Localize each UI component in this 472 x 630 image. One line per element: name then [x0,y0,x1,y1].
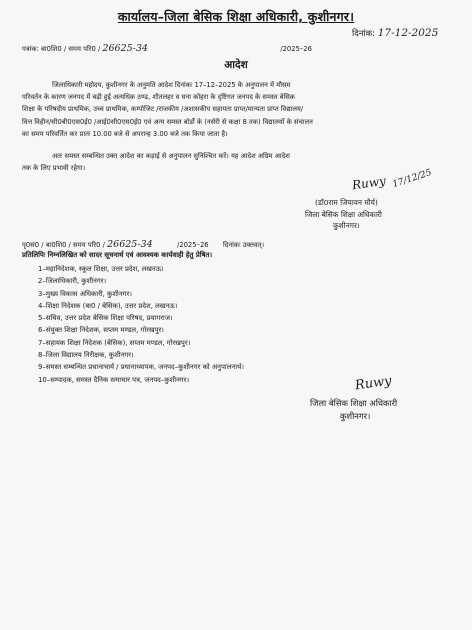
para1-line-2: परिवर्तन के कारण जनपद में बढ़ी हुई अत्यधिक ठण्ढ, शीतलहर व घना कोहरा के दृष्टिगत जनपद के समस्त बेसिक [22,93,295,102]
signature-1-date-handwritten: 17/12/25 [391,167,433,191]
list-item: 1–महानिदेशक, स्कूल शिक्षा, उत्तर प्रदेश, लखनऊ। [38,265,164,273]
list-item: 3–मुख्य विकास अधिकारी, कुशीनगर। [38,289,132,298]
list-item: 9–समस्त सम्बन्धित प्रधानाचार्य / प्रधानाध्यापक, जनपद–कुशीनगर को अनुपालनार्थ। [38,363,244,372]
copy-ref-number-handwritten: 26625-34 [107,239,153,250]
copy-ref-prefix: पृ0सं0 / बा0शि0 / समय परि0 / [22,241,105,249]
para2-line-2: तक के लिए प्रभावी रहेगा। [22,164,86,173]
para1-line-1: जिलाधिकारी महोदय, कुशीनगर के अनुमति आदेश दिनांकः 17–12–2025 के अनुपालन में मौसम [52,81,291,89]
signature-2-place: कुशीनगर। [340,411,371,421]
para1-line-5: का समय परिवर्तित कर प्रातः 10.00 बजे से अपरान्ह 3.00 बजे तक किया जाता है। [22,129,228,138]
date-label: दिनांक: [352,29,376,39]
signature-block-1 [305,197,382,232]
ref-year: /2025–26 [280,45,312,53]
office-title: कार्यालय–जिला बेसिक शिक्षा अधिकारी, कुशीनगर। [117,9,355,24]
signature-block-2 [310,397,397,423]
reference-line [22,43,312,54]
list-item: 10–सम्पादक, समस्त दैनिक समाचार पत्र, जनपद–कुशीनगर। [38,375,190,384]
copy-intro: प्रतिलिपिः निम्नलिखित को सादर सूचनार्थ एवं आवश्यक कार्यवाही हेतु प्रेषित। [22,251,213,259]
para2-line-1: अतः समस्त सम्बन्धित उक्त आदेश का कड़ाई से अनुपालन सुनिश्चित करें। यह आदेश अग्रिम आदेश [52,152,290,160]
issue-date [352,27,438,39]
signature-2-handwritten: Ruwy [354,373,393,394]
list-item: 2–जिलाधिकारी, कुशीनगर। [38,277,107,286]
officer-name: (डॉ0राम जियावन मौर्य) [315,198,378,207]
list-item: 4–शिक्षा निदेशक (बा0 / बेसिक), उत्तर प्रदेश, लखनऊ। [38,301,178,310]
list-item: 7–सहायक शिक्षा निदेशक (बेसिक), सप्तम मण्डल, गोरखपुर। [38,338,191,347]
signature-1-handwritten: Ruwy [351,173,387,193]
officer-place: कुशीनगर। [333,221,360,230]
distribution-list [38,263,244,386]
list-item: 8–जिला विद्यालय निरीक्षक, कुशीनगर। [38,351,134,360]
copy-reference-line [22,239,264,250]
officer-designation: जिला बेसिक शिक्षा अधिकारी [305,209,382,219]
para1-line-3: शिक्षा के परिषदीय प्राथमिक, उच्च प्राथमिक, कम्पोजिट /राजकीय /अशासकीय सहायता प्राप्त/मान्यता प्राप्त विद्यालय/ [22,105,304,114]
order-paragraph-1 [22,79,313,140]
order-heading: आदेश [224,59,248,71]
date-value-handwritten: 17-12-2025 [377,27,439,39]
order-paragraph-2 [22,150,290,174]
para1-line-4: वित्त विहीन/सी0बी0एस0ई0 /आई0सी0एस0ई0 एवं अन्य समस्त बोर्डो के (नर्सरी से कक्षा 8 तक) विद्यालयों के संचालन [22,117,313,126]
signature-2-designation: जिला बेसिक शिक्षा अधिकारी [310,398,398,408]
ref-number-handwritten: 26625-34 [102,43,148,54]
copy-ref-year: /2025–26 [176,241,209,249]
list-item: 6–संयुक्त शिक्षा निदेशक, सप्तम मण्डल, गोरखपुर। [38,326,164,335]
list-item: 5–सचिव, उत्तर प्रदेश बेसिक शिक्षा परिषद, प्रयागराज। [38,314,173,323]
ref-prefix: पत्रांक: बा0शि0 / समय परि0 / [22,45,101,53]
copy-ref-date: दिनांकः उक्तवत्। [222,241,265,249]
